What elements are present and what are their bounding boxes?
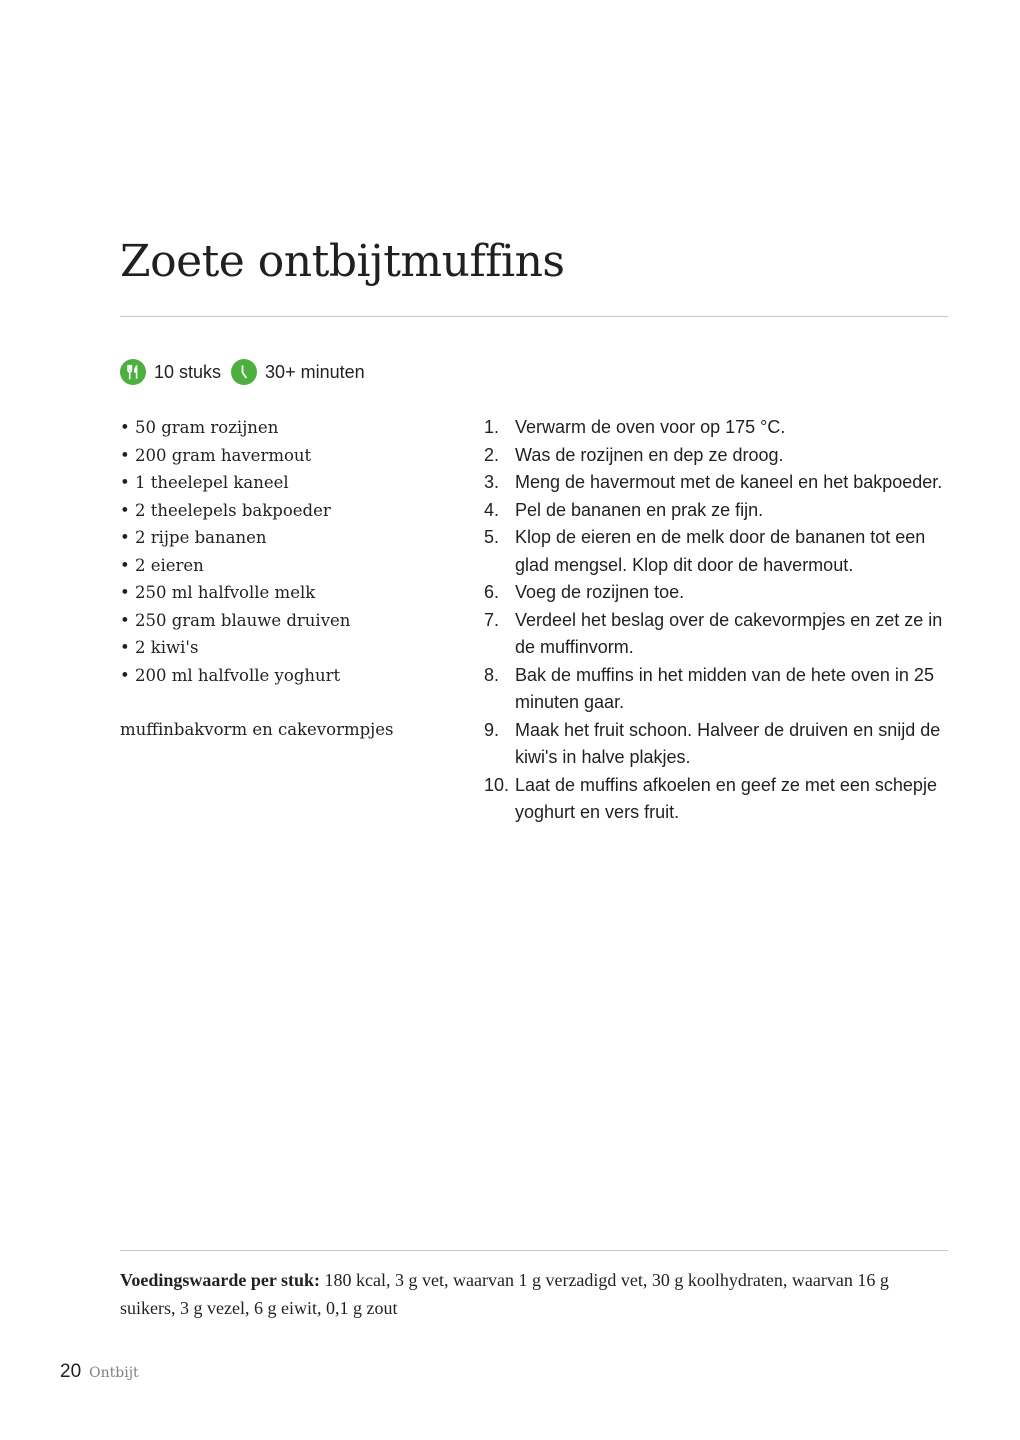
step: [484, 497, 954, 525]
time-text: 30+ minuten: [265, 361, 365, 382]
ingredients-list: [120, 414, 460, 689]
step: [484, 579, 954, 607]
step: [484, 662, 954, 717]
step-number: 2.: [484, 444, 500, 465]
step-text: Pel de bananen en prak ze fijn.: [515, 499, 764, 520]
servings: [120, 359, 221, 385]
step-text: Meng de havermout met de kaneel en het bakpoeder.: [515, 472, 943, 492]
step-text: Laat de muffins afkoelen en geef ze met een schepje yoghurt en vers fruit.: [515, 774, 937, 822]
step-text: Klop de eieren en de melk door de bananen tot een glad mengsel. Klop dit door de havermout.: [515, 527, 926, 575]
recipe-meta: [120, 359, 367, 385]
ingredient: • 50 gram rozijnen: [120, 414, 460, 442]
ingredient: • 200 ml halfvolle yoghurt: [120, 662, 460, 690]
step-number: 10.: [484, 774, 510, 795]
step-number: 7.: [484, 609, 500, 630]
equipment-note: muffinbakvorm en cakevormpjes: [120, 720, 394, 739]
clock-icon: [231, 359, 257, 385]
step-text: Maak het fruit schoon. Halveer de druiven en snijd de kiwi's in halve plakjes.: [515, 719, 941, 767]
step-number: 8.: [484, 664, 500, 685]
step-text: Verdeel het beslag over de cakevormpjes en zet ze in de muffinvorm.: [515, 609, 943, 657]
step-number: 6.: [484, 582, 500, 602]
ingredient: • 250 ml halfvolle melk: [120, 579, 460, 607]
nutrition-label: Voedingswaarde per stuk:: [120, 1270, 321, 1290]
page-footer: [60, 1361, 139, 1383]
step: [484, 469, 954, 497]
step: [484, 414, 954, 442]
prep-time: [231, 359, 365, 385]
step-number: 3.: [484, 472, 500, 492]
step: [484, 772, 954, 827]
recipe-title: Zoete ontbijtmuffins: [120, 236, 565, 287]
step-text: Bak de muffins in het midden van de hete oven in 25 minuten gaar.: [515, 664, 934, 712]
step: [484, 717, 954, 772]
step: [484, 524, 954, 579]
step-number: 1.: [484, 417, 500, 437]
ingredient: • 2 theelepels bakpoeder: [120, 497, 460, 525]
ingredient: • 2 kiwi's: [120, 634, 460, 662]
title-divider: [120, 316, 948, 317]
servings-text: 10 stuks: [154, 361, 222, 382]
step-number: 9.: [484, 719, 500, 740]
steps-list: [484, 414, 954, 827]
ingredient: • 200 gram havermout: [120, 442, 460, 470]
cutlery-icon: [120, 359, 146, 385]
nutrition-info: [120, 1266, 920, 1322]
step-number: 4.: [484, 499, 500, 520]
section-name: Ontbijt: [89, 1365, 139, 1381]
ingredient: • 250 gram blauwe druiven: [120, 607, 460, 635]
ingredient: • 2 rijpe bananen: [120, 524, 460, 552]
step-number: 5.: [484, 527, 500, 547]
nutrition-divider: [120, 1250, 948, 1251]
ingredient: • 2 eieren: [120, 552, 460, 580]
step-text: Voeg de rozijnen toe.: [515, 582, 685, 602]
step: [484, 607, 954, 662]
page-number: 20: [60, 1361, 82, 1382]
step-text: Was de rozijnen en dep ze droog.: [515, 444, 784, 465]
step-text: Verwarm de oven voor op 175 °C.: [515, 417, 786, 437]
ingredient: • 1 theelepel kaneel: [120, 469, 460, 497]
nutrition-values: 180 kcal, 3 g vet, waarvan 1 g verzadigd vet, 30 g koolhydraten, waarvan 16 g suikers, 3 g vezel, 6 g eiwit, 0,1 g zout: [120, 1270, 889, 1318]
step: [484, 442, 954, 470]
